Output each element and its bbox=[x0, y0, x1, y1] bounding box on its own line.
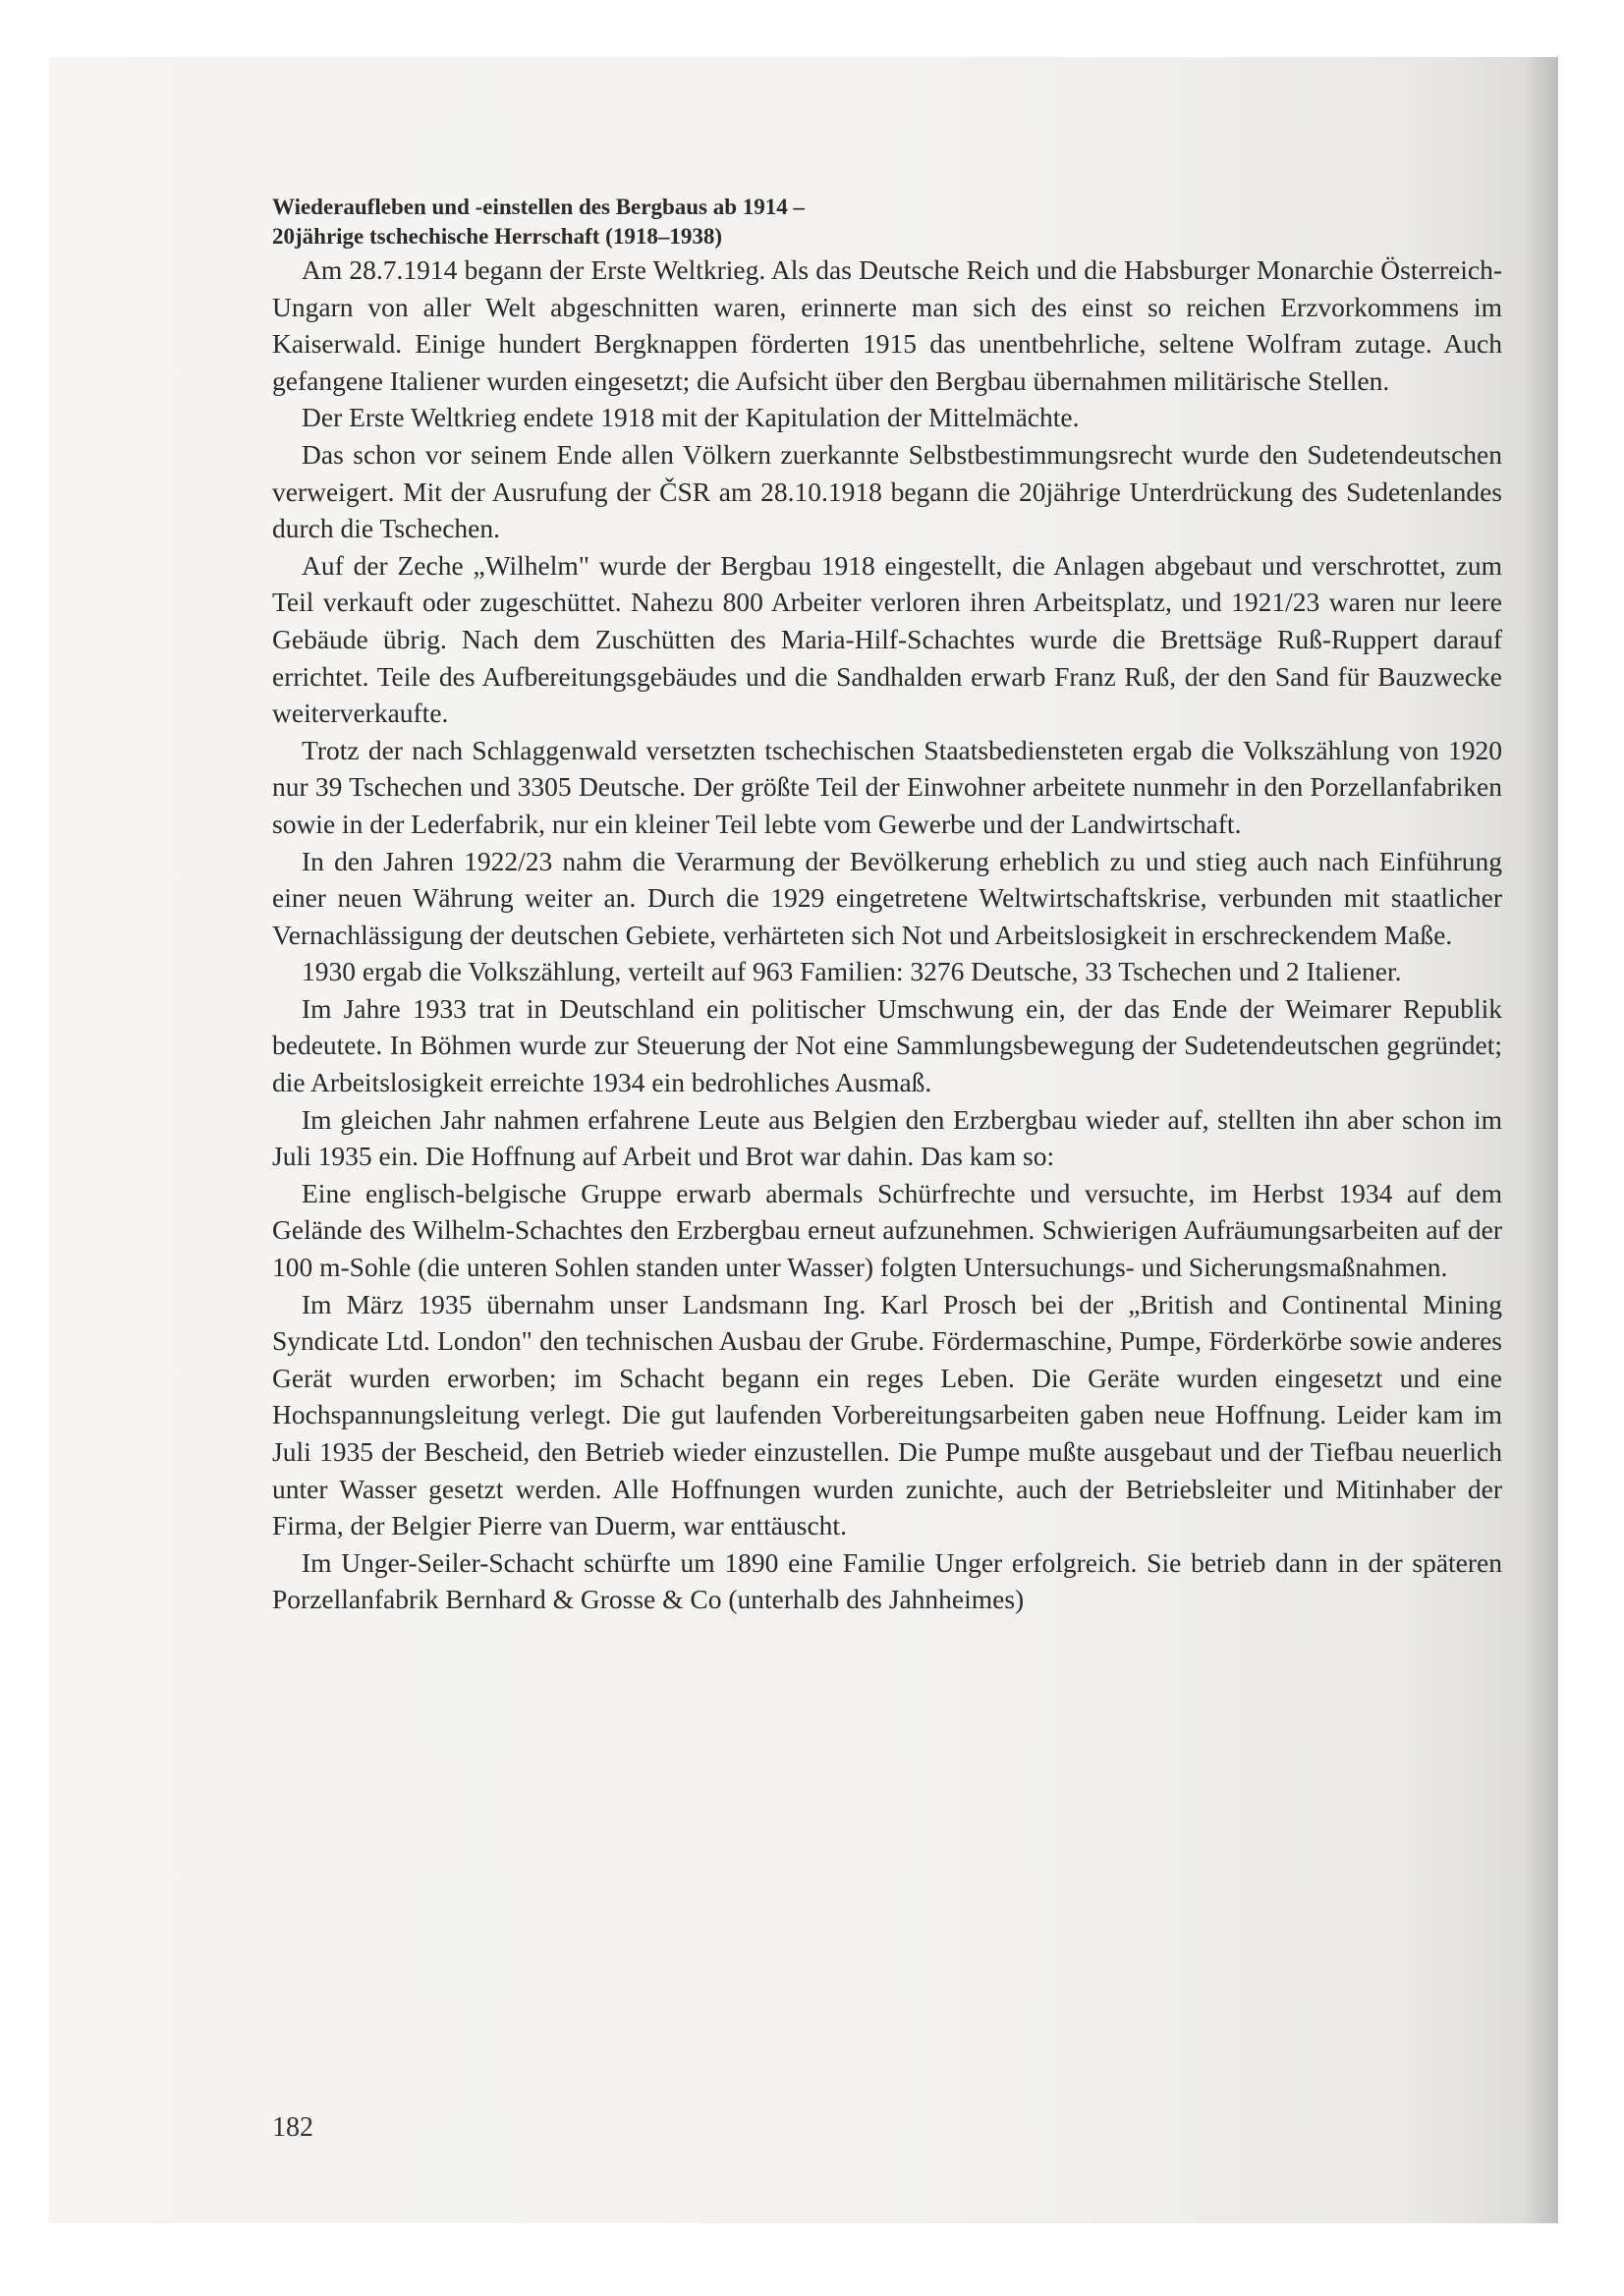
paragraph: Auf der Zeche „Wilhelm" wurde der Bergbau 1918 eingestellt, die Anlagen abgebaut und verschrottet, zum Teil verkauft oder zugeschüttet. Nahezu 800 Arbeiter verloren ihren Arbeitsplatz, und 1921/23 waren nur leere Gebäude übrig. Nach dem Zuschütten des Maria-Hilf-Schachtes wurde die Brettsäge Ruß-Ruppert darauf errichtet. Teile des Aufbereitungsgebäudes und die Sandhalden erwarb Franz Ruß, der den Sand für Bauzwecke weiterverkaufte. bbox=[272, 549, 1502, 729]
paragraph: Der Erste Weltkrieg endete 1918 mit der Kapitulation der Mittelmächte. bbox=[302, 402, 1080, 433]
section-heading bbox=[272, 193, 1502, 252]
page-text bbox=[272, 193, 1502, 1618]
paragraph: Am 28.7.1914 begann der Erste Weltkrieg. Als das Deutsche Reich und die Habsburger Monarchie Österreich-Ungarn von aller Welt abgeschnitten waren, erinnerte man sich des einst so reichen Erzvorkommens im Kaiserwald. Einige hundert Bergknappen förderten 1915 das unentbehrliche, seltene Wolfram zutage. Auch gefangene Italiener wurden eingesetzt; die Aufsicht über den Bergbau übernahmen militärische Stellen. bbox=[272, 254, 1502, 396]
paragraph: Trotz der nach Schlaggenwald versetzten tschechischen Staatsbediensteten ergab die Volkszählung von 1920 nur 39 Tschechen und 3305 Deutsche. Der größte Teil der Einwohner arbeitete nunmehr in den Porzellanfabriken sowie in der Lederfabrik, nur ein kleiner Teil lebte vom Gewerbe und der Landwirtschaft. bbox=[272, 734, 1502, 839]
paragraph: Im März 1935 übernahm unser Landsmann Ing. Karl Prosch bei der „British and Continental Mining Syndicate Ltd. London" den technischen Ausbau der Grube. Fördermaschine, Pumpe, Förderkörbe sowie anderes Gerät wurden erworben; im Schacht begann ein reges Leben. Die Geräte wurden eingesetzt und eine Hochspannungsleitung verlegt. Die gut laufenden Vorbereitungsarbeiten gaben neue Hoffnung. Leider kam im Juli 1935 der Bescheid, den Betrieb wieder einzustellen. Die Pumpe mußte ausgebaut und der Tiefbau neuerlich unter Wasser gesetzt werden. Alle Hoffnungen wurden zunichte, auch der Betriebsleiter und Mitinhaber der Firma, der Belgier Pierre van Duerm, war enttäuscht. bbox=[272, 1288, 1502, 1541]
paragraph: Eine englisch-belgische Gruppe erwarb abermals Schürfrechte und versuchte, im Herbst 1934 auf dem Gelände des Wilhelm-Schachtes den Erzbergbau erneut aufzunehmen. Schwierigen Aufräumungsarbeiten auf der 100 m-Sohle (die unteren Sohlen standen unter Wasser) folgten Untersuchungs- und Sicherungsmaßnahmen. bbox=[272, 1177, 1502, 1283]
paragraph: 1930 ergab die Volkszählung, verteilt auf 963 Familien: 3276 Deutsche, 33 Tschechen und 2 Italiener. bbox=[302, 956, 1402, 987]
paragraph: In den Jahren 1922/23 nahm die Verarmung der Bevölkerung erheblich zu und stieg auch nach Einführung einer neuen Währung weiter an. Durch die 1929 eingetretene Weltwirtschaftskrise, verbunden mit staatlicher Vernachlässigung der deutschen Gebiete, verhärteten sich Not und Arbeitslosigkeit in erschreckendem Maße. bbox=[272, 845, 1502, 950]
paragraph: Im gleichen Jahr nahmen erfahrene Leute aus Belgien den Erzbergbau wieder auf, stellten ihn aber schon im Juli 1935 ein. Die Hoffnung auf Arbeit und Brot war dahin. Das kam so: bbox=[272, 1103, 1502, 1172]
heading-line-1: Wiederaufleben und -einstellen des Bergbaus ab 1914 – bbox=[272, 195, 806, 219]
paragraph: Im Jahre 1933 trat in Deutschland ein politischer Umschwung ein, der das Ende der Weimarer Republik bedeutete. In Böhmen wurde zur Steuerung der Not eine Sammlungsbewegung der Sudetendeutschen gegründet; die Arbeitslosigkeit erreichte 1934 ein bedrohliches Ausmaß. bbox=[272, 992, 1502, 1098]
page-number: 182 bbox=[272, 2112, 313, 2143]
paragraph: Das schon vor seinem Ende allen Völkern zuerkannte Selbstbestimmungsrecht wurde den Sudetendeutschen verweigert. Mit der Ausrufung der ČSR am 28.10.1918 begann die 20jährige Unterdrückung des Sudetenlandes durch die Tschechen. bbox=[272, 438, 1502, 544]
page-edge-shadow bbox=[1525, 57, 1558, 2223]
paragraph: Im Unger-Seiler-Schacht schürfte um 1890 eine Familie Unger erfolgreich. Sie betrieb dann in der späteren Porzellanfabrik Bernhard & Grosse & Co (unterhalb des Jahnheimes) bbox=[272, 1546, 1502, 1615]
heading-line-2: 20jährige tschechische Herrschaft (1918–1938) bbox=[272, 224, 722, 249]
